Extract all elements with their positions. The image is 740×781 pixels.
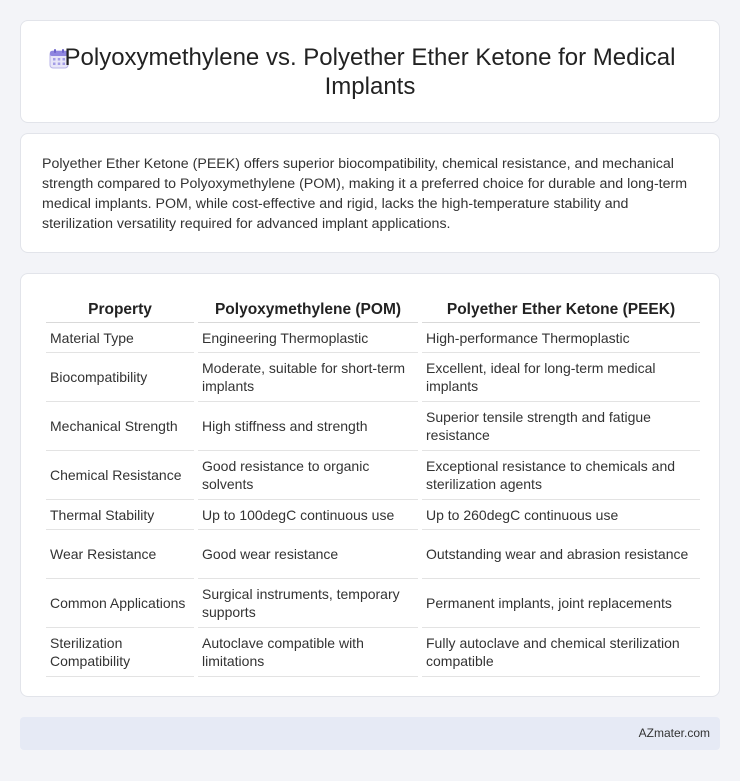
table-row	[46, 353, 700, 402]
peek-cell: High-performance Thermoplastic	[422, 323, 700, 353]
table-row	[46, 500, 700, 530]
footer	[20, 717, 720, 750]
peek-cell: Excellent, ideal for long-term medical implants	[422, 353, 700, 402]
property-cell: Thermal Stability	[46, 500, 194, 530]
page-title: Polyoxymethylene vs. Polyether Ether Ketone for Medical Implants	[64, 44, 676, 100]
peek-cell: Permanent implants, joint replacements	[422, 579, 700, 628]
intro-card	[20, 133, 720, 253]
pom-cell: High stiffness and strength	[198, 402, 418, 451]
table-row	[46, 451, 700, 500]
pom-cell: Up to 100degC continuous use	[198, 500, 418, 530]
pom-cell: Autoclave compatible with limitations	[198, 628, 418, 677]
pom-cell: Moderate, suitable for short-term implants	[198, 353, 418, 402]
property-cell: Mechanical Strength	[46, 402, 194, 451]
peek-cell: Outstanding wear and abrasion resistance	[422, 530, 700, 579]
pom-cell: Good wear resistance	[198, 530, 418, 579]
column-header: Polyether Ether Ketone (PEEK)	[422, 293, 700, 323]
intro-paragraph: Polyether Ether Ketone (PEEK) offers superior biocompatibility, chemical resistance, and mechanical strength compared to Polyoxymethylene (POM), making it a preferred choice for durable and long-term medical implants. POM, while cost-effective and rigid, lacks the high-temperature stability and sterilization versatility required for advanced implant applications.	[42, 156, 688, 232]
peek-cell: Up to 260degC continuous use	[422, 500, 700, 530]
footer-brand: AZmater.com	[638, 726, 710, 740]
table-row	[46, 579, 700, 628]
column-header: Property	[46, 293, 194, 323]
column-header: Polyoxymethylene (POM)	[198, 293, 418, 323]
peek-cell: Fully autoclave and chemical sterilization compatible	[422, 628, 700, 677]
property-cell: Biocompatibility	[46, 353, 194, 402]
pom-cell: Engineering Thermoplastic	[198, 323, 418, 353]
pom-cell: Good resistance to organic solvents	[198, 451, 418, 500]
table-row	[46, 530, 700, 579]
property-cell: Chemical Resistance	[46, 451, 194, 500]
table-header-row	[46, 293, 700, 323]
property-cell: Wear Resistance	[46, 530, 194, 579]
title-card	[20, 20, 720, 123]
table-row	[46, 628, 700, 677]
property-cell: Material Type	[46, 323, 194, 353]
peek-cell: Exceptional resistance to chemicals and sterilization agents	[422, 451, 700, 500]
property-cell: Common Applications	[46, 579, 194, 628]
property-cell: Sterilization Compatibility	[46, 628, 194, 677]
pom-cell: Surgical instruments, temporary supports	[198, 579, 418, 628]
table-row	[46, 402, 700, 451]
table-row	[46, 323, 700, 353]
peek-cell: Superior tensile strength and fatigue resistance	[422, 402, 700, 451]
comparison-table	[42, 293, 704, 677]
comparison-card	[20, 273, 720, 697]
